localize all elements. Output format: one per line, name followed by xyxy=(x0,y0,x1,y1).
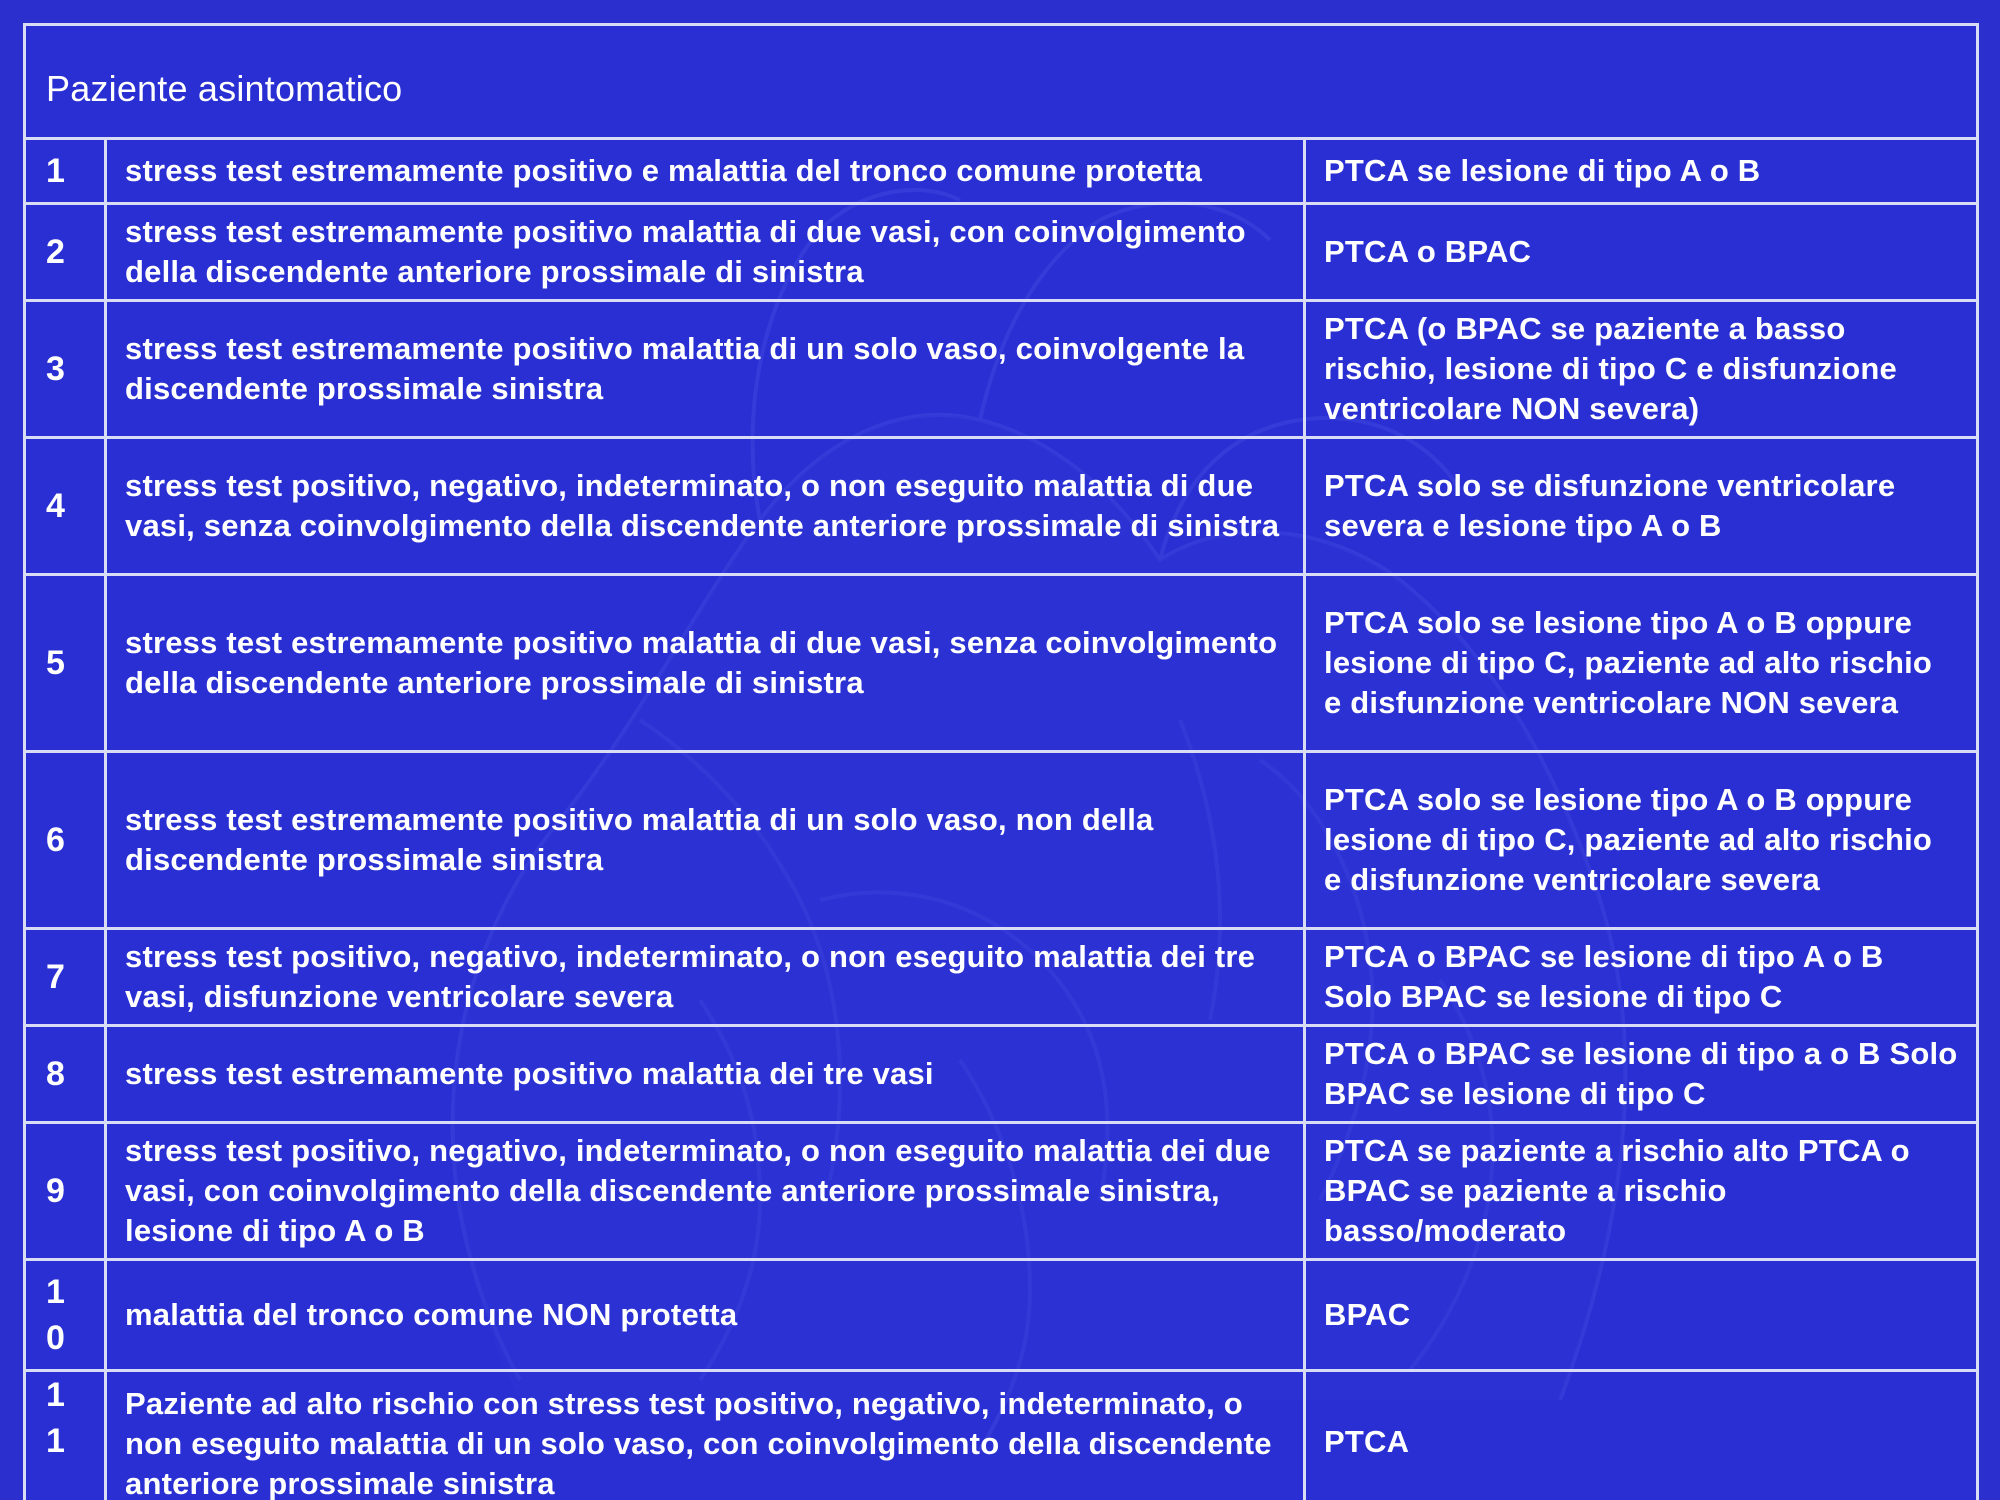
row-number-cell xyxy=(25,1123,106,1260)
row-number: 10 xyxy=(46,1273,66,1357)
clinical-condition-cell: Paziente ad alto rischio con stress test positivo, negativo, indeterminato, o non eseguito malattia di un solo vaso, con coinvolgimento della discendente anteriore prossimale sinistra xyxy=(106,1371,1305,1500)
recommended-treatment-cell: PTCA o BPAC se lesione di tipo a o B Solo BPAC se lesione di tipo C xyxy=(1305,1026,1978,1123)
table-row xyxy=(25,1260,1978,1371)
recommended-treatment-cell: PTCA o BPAC xyxy=(1305,204,1978,301)
table-row xyxy=(25,139,1978,204)
clinical-condition-cell: stress test estremamente positivo malattia di un solo vaso, coinvolgente la discendente prossimale sinistra xyxy=(106,301,1305,438)
table-title-row xyxy=(25,25,1978,139)
clinical-condition-cell: malattia del tronco comune NON protetta xyxy=(106,1260,1305,1371)
row-number-cell xyxy=(25,204,106,301)
row-number: 3 xyxy=(46,350,66,388)
table-row xyxy=(25,438,1978,575)
table-row xyxy=(25,1026,1978,1123)
table-row xyxy=(25,752,1978,929)
row-number: 5 xyxy=(46,644,66,682)
table-row xyxy=(25,1371,1978,1500)
row-number: 8 xyxy=(46,1055,66,1093)
row-number: 1 xyxy=(46,152,66,190)
row-number: 4 xyxy=(46,487,66,525)
asymptomatic-patient-table xyxy=(23,23,1979,1500)
recommended-treatment-cell: PTCA solo se lesione tipo A o B oppure lesione di tipo C, paziente ad alto rischio e disfunzione ventricolare NON severa xyxy=(1305,575,1978,752)
recommended-treatment-cell: PTCA o BPAC se lesione di tipo A o B Solo BPAC se lesione di tipo C xyxy=(1305,929,1978,1026)
row-number-cell xyxy=(25,301,106,438)
row-number-cell xyxy=(25,1026,106,1123)
clinical-condition-cell: stress test estremamente positivo malattia di un solo vaso, non della discendente prossimale sinistra xyxy=(106,752,1305,929)
clinical-condition-cell: stress test estremamente positivo e malattia del tronco comune protetta xyxy=(106,139,1305,204)
clinical-condition-cell: stress test estremamente positivo malattia di due vasi, con coinvolgimento della discendente anteriore prossimale di sinistra xyxy=(106,204,1305,301)
row-number-cell xyxy=(25,929,106,1026)
row-number-cell xyxy=(25,438,106,575)
recommended-treatment-cell: PTCA se lesione di tipo A o B xyxy=(1305,139,1978,204)
table-title: Paziente asintomatico xyxy=(25,25,1978,139)
table-row xyxy=(25,204,1978,301)
row-number: 6 xyxy=(46,821,66,859)
row-number-cell xyxy=(25,1371,106,1500)
row-number: 2 xyxy=(46,233,66,271)
table-row xyxy=(25,301,1978,438)
table-row xyxy=(25,575,1978,752)
clinical-condition-cell: stress test positivo, negativo, indeterminato, o non eseguito malattia di due vasi, senza coinvolgimento della discendente anteriore prossimale di sinistra xyxy=(106,438,1305,575)
protocol-table-container xyxy=(23,23,1976,1500)
row-number-cell xyxy=(25,139,106,204)
row-number: 11 xyxy=(46,1376,66,1460)
recommended-treatment-cell: PTCA solo se disfunzione ventricolare severa e lesione tipo A o B xyxy=(1305,438,1978,575)
clinical-condition-cell: stress test positivo, negativo, indeterminato, o non eseguito malattia dei tre vasi, disfunzione ventricolare severa xyxy=(106,929,1305,1026)
row-number: 9 xyxy=(46,1172,66,1210)
row-number: 7 xyxy=(46,958,66,996)
clinical-condition-cell: stress test positivo, negativo, indeterminato, o non eseguito malattia dei due vasi, con coinvolgimento della discendente anteriore prossimale sinistra, lesione di tipo A o B xyxy=(106,1123,1305,1260)
recommended-treatment-cell: PTCA (o BPAC se paziente a basso rischio, lesione di tipo C e disfunzione ventricolare NON severa) xyxy=(1305,301,1978,438)
recommended-treatment-cell: PTCA xyxy=(1305,1371,1978,1500)
row-number-cell xyxy=(25,1260,106,1371)
recommended-treatment-cell: BPAC xyxy=(1305,1260,1978,1371)
row-number-cell xyxy=(25,752,106,929)
recommended-treatment-cell: PTCA se paziente a rischio alto PTCA o BPAC se paziente a rischio basso/moderato xyxy=(1305,1123,1978,1260)
recommended-treatment-cell: PTCA solo se lesione tipo A o B oppure lesione di tipo C, paziente ad alto rischio e disfunzione ventricolare severa xyxy=(1305,752,1978,929)
clinical-condition-cell: stress test estremamente positivo malattia di due vasi, senza coinvolgimento della discendente anteriore prossimale di sinistra xyxy=(106,575,1305,752)
clinical-condition-cell: stress test estremamente positivo malattia dei tre vasi xyxy=(106,1026,1305,1123)
table-row xyxy=(25,929,1978,1026)
row-number-cell xyxy=(25,575,106,752)
table-row xyxy=(25,1123,1978,1260)
